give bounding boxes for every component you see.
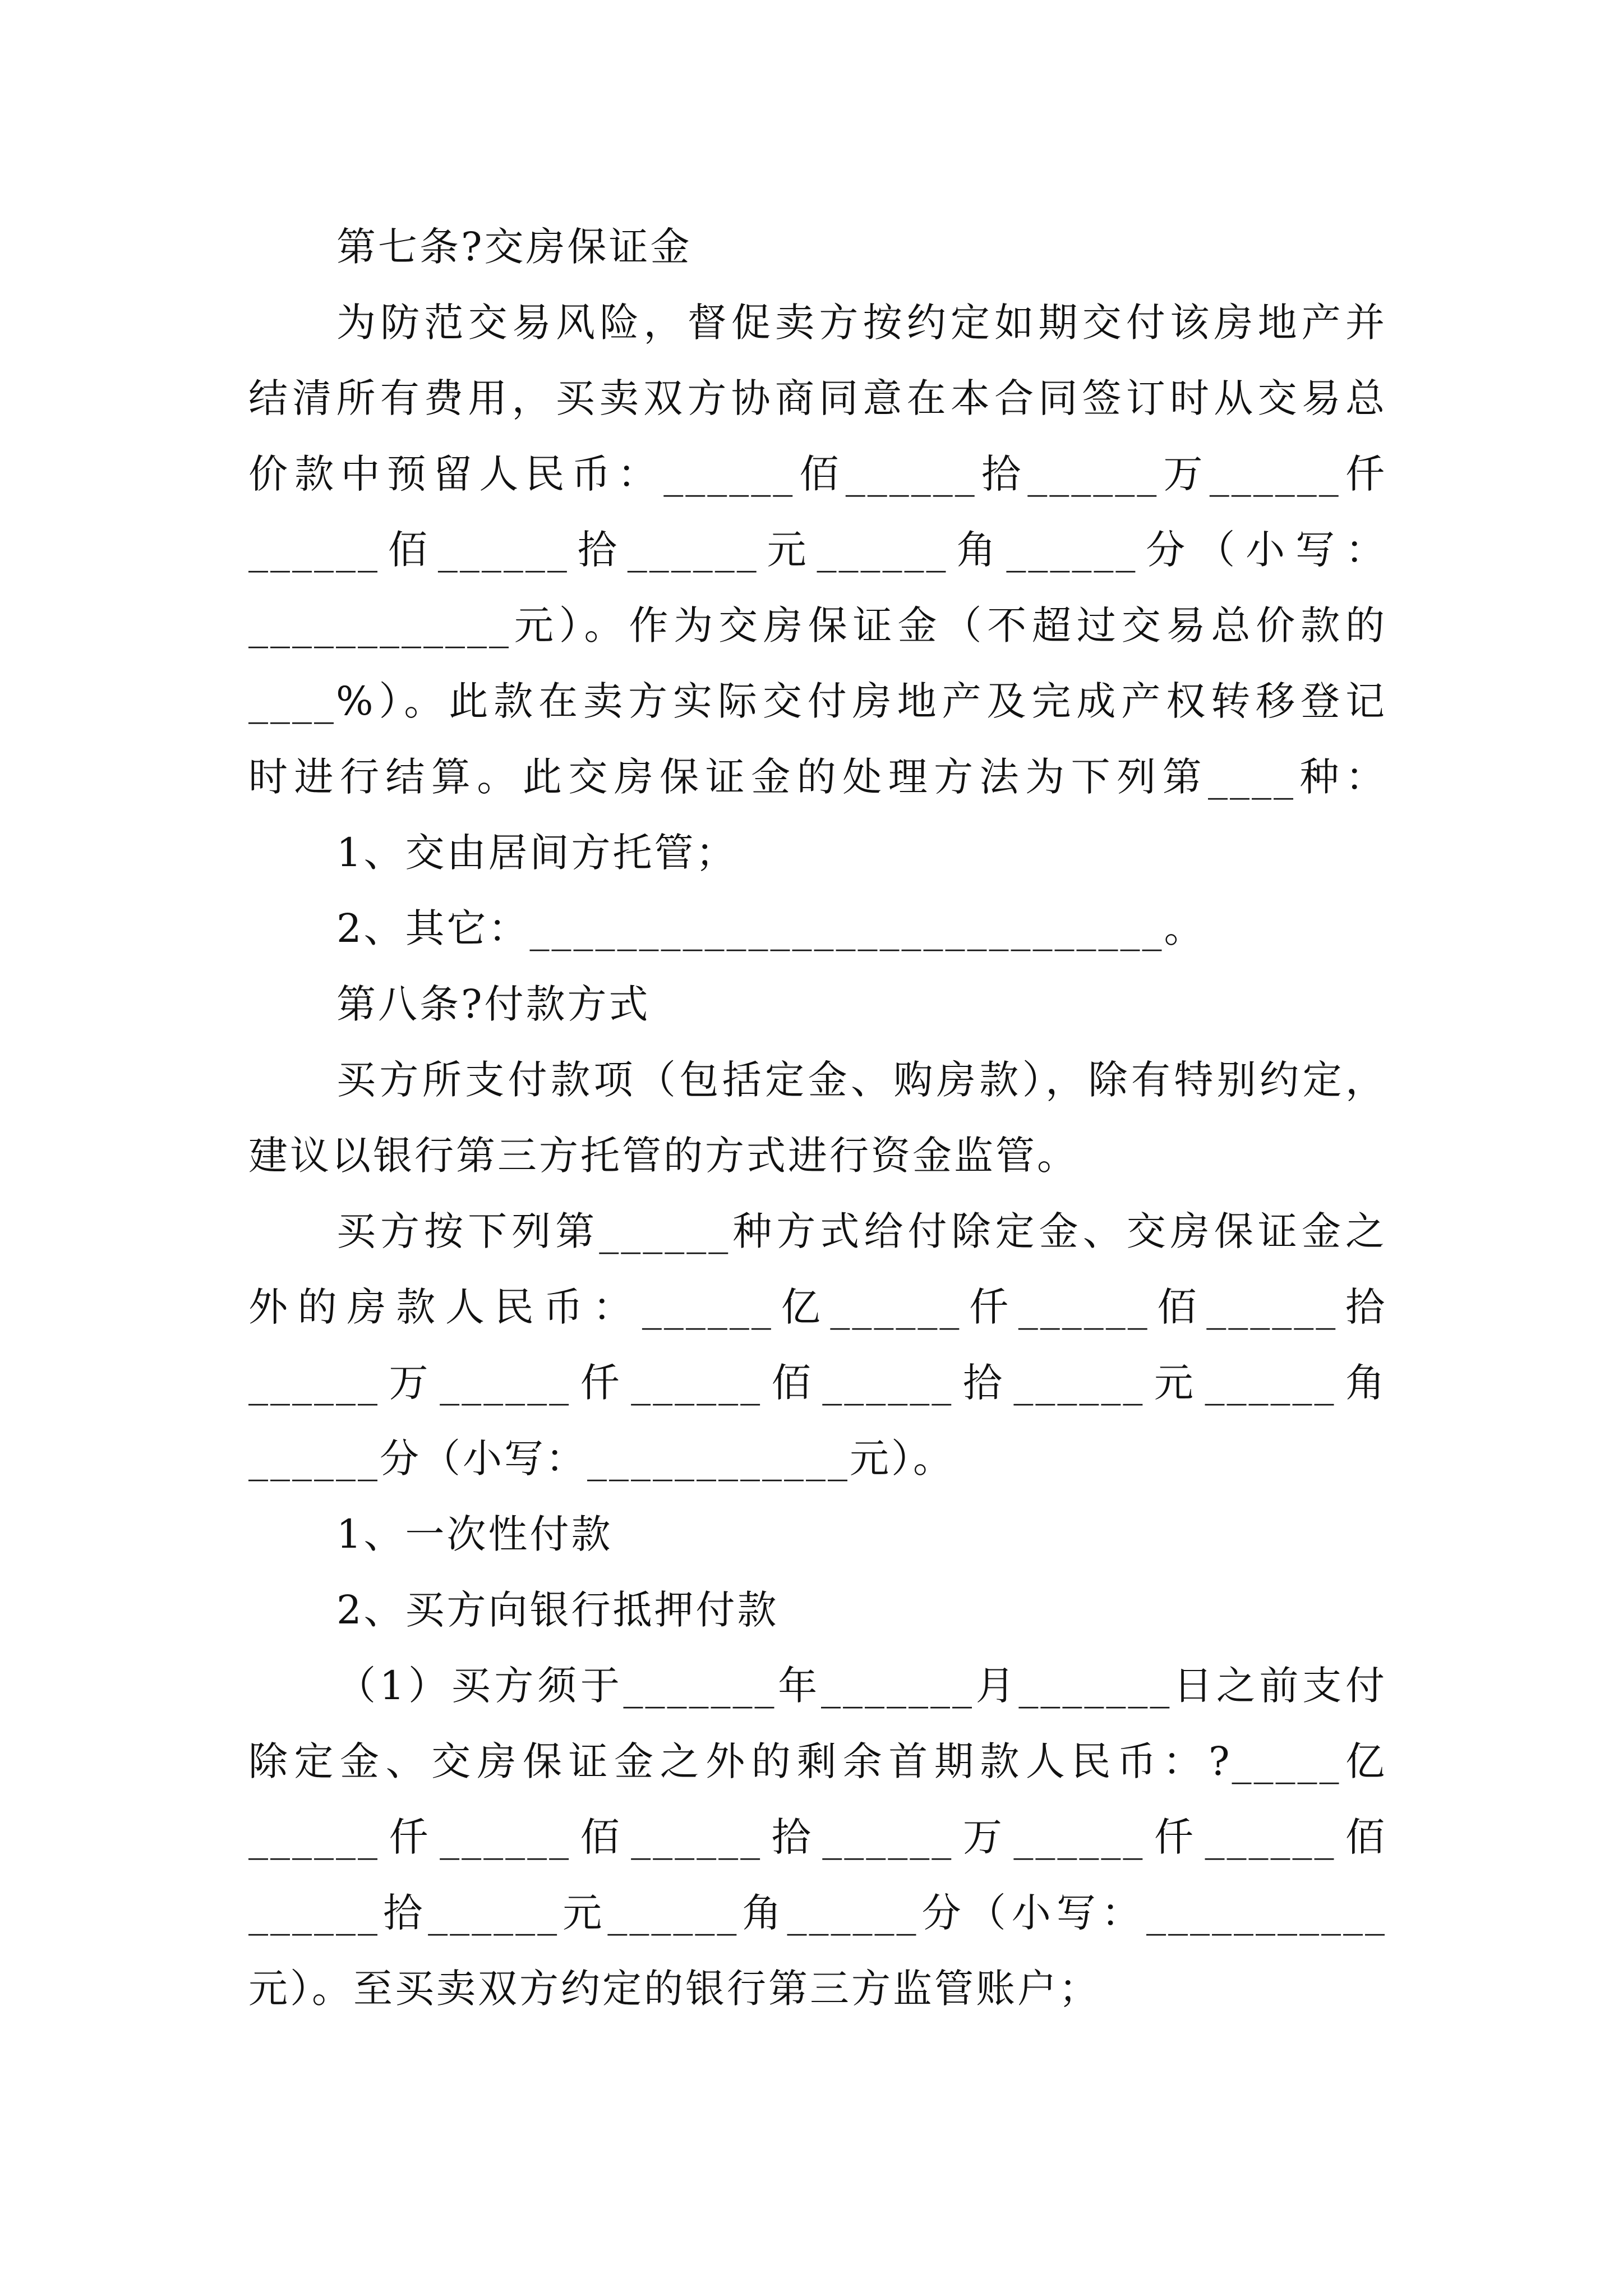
paragraph-line: 除定金、交房保证金之外的剩余首期款人民币：?_____亿 xyxy=(248,1738,1387,1784)
list-item: 2、其它：_____________________________。 xyxy=(336,905,1206,951)
paragraph-line: ____________元）。作为交房保证金（不超过交易总价款的 xyxy=(248,602,1387,648)
paragraph-line: 买方按下列第______种方式给付除定金、交房保证金之 xyxy=(336,1208,1387,1254)
paragraph-line: 时进行结算。此交房保证金的处理方法为下列第____种： xyxy=(248,754,1387,800)
paragraph-line: 外的房款人民币：______亿______仟______佰______拾 xyxy=(248,1284,1387,1330)
paragraph-line: ______分（小写：____________元）。 xyxy=(248,1435,955,1481)
paragraph-line: （1）买方须于_______年_______月_______日之前支付 xyxy=(336,1663,1387,1709)
list-item: 1、交由居间方托管； xyxy=(336,830,737,876)
paragraph-line: 结清所有费用，买卖双方协商同意在本合同签订时从交易总 xyxy=(248,375,1387,421)
paragraph-line: 为防范交易风险，督促卖方按约定如期交付该房地产并 xyxy=(336,300,1387,346)
article-7-heading: 第七条?交房保证金 xyxy=(336,224,692,270)
paragraph-line: ______拾______元______角______分（小写：___________ xyxy=(248,1890,1387,1936)
paragraph-line: ______佰______拾______元______角______分（小写： xyxy=(248,527,1387,573)
paragraph-line: ____%）。此款在卖方实际交付房地产及完成产权转移登记 xyxy=(248,678,1387,724)
paragraph-line: 建议以银行第三方托管的方式进行资金监管。 xyxy=(248,1133,1078,1179)
list-item: 1、一次性付款 xyxy=(336,1511,613,1557)
paragraph-line: 元）。至买卖双方约定的银行第三方监管账户； xyxy=(248,1966,1100,2012)
list-item: 2、买方向银行抵押付款 xyxy=(336,1587,779,1633)
article-8-heading: 第八条?付款方式 xyxy=(336,981,651,1027)
paragraph-line: 买方所支付款项（包括定金、购房款），除有特别约定， xyxy=(336,1057,1387,1103)
paragraph-line: ______仟______佰______拾______万______仟______佰 xyxy=(248,1814,1387,1860)
paragraph-line: 价款中预留人民币：______佰______拾______万______仟 xyxy=(248,451,1387,497)
paragraph-line: ______万______仟______佰______拾______元______角 xyxy=(248,1360,1387,1406)
